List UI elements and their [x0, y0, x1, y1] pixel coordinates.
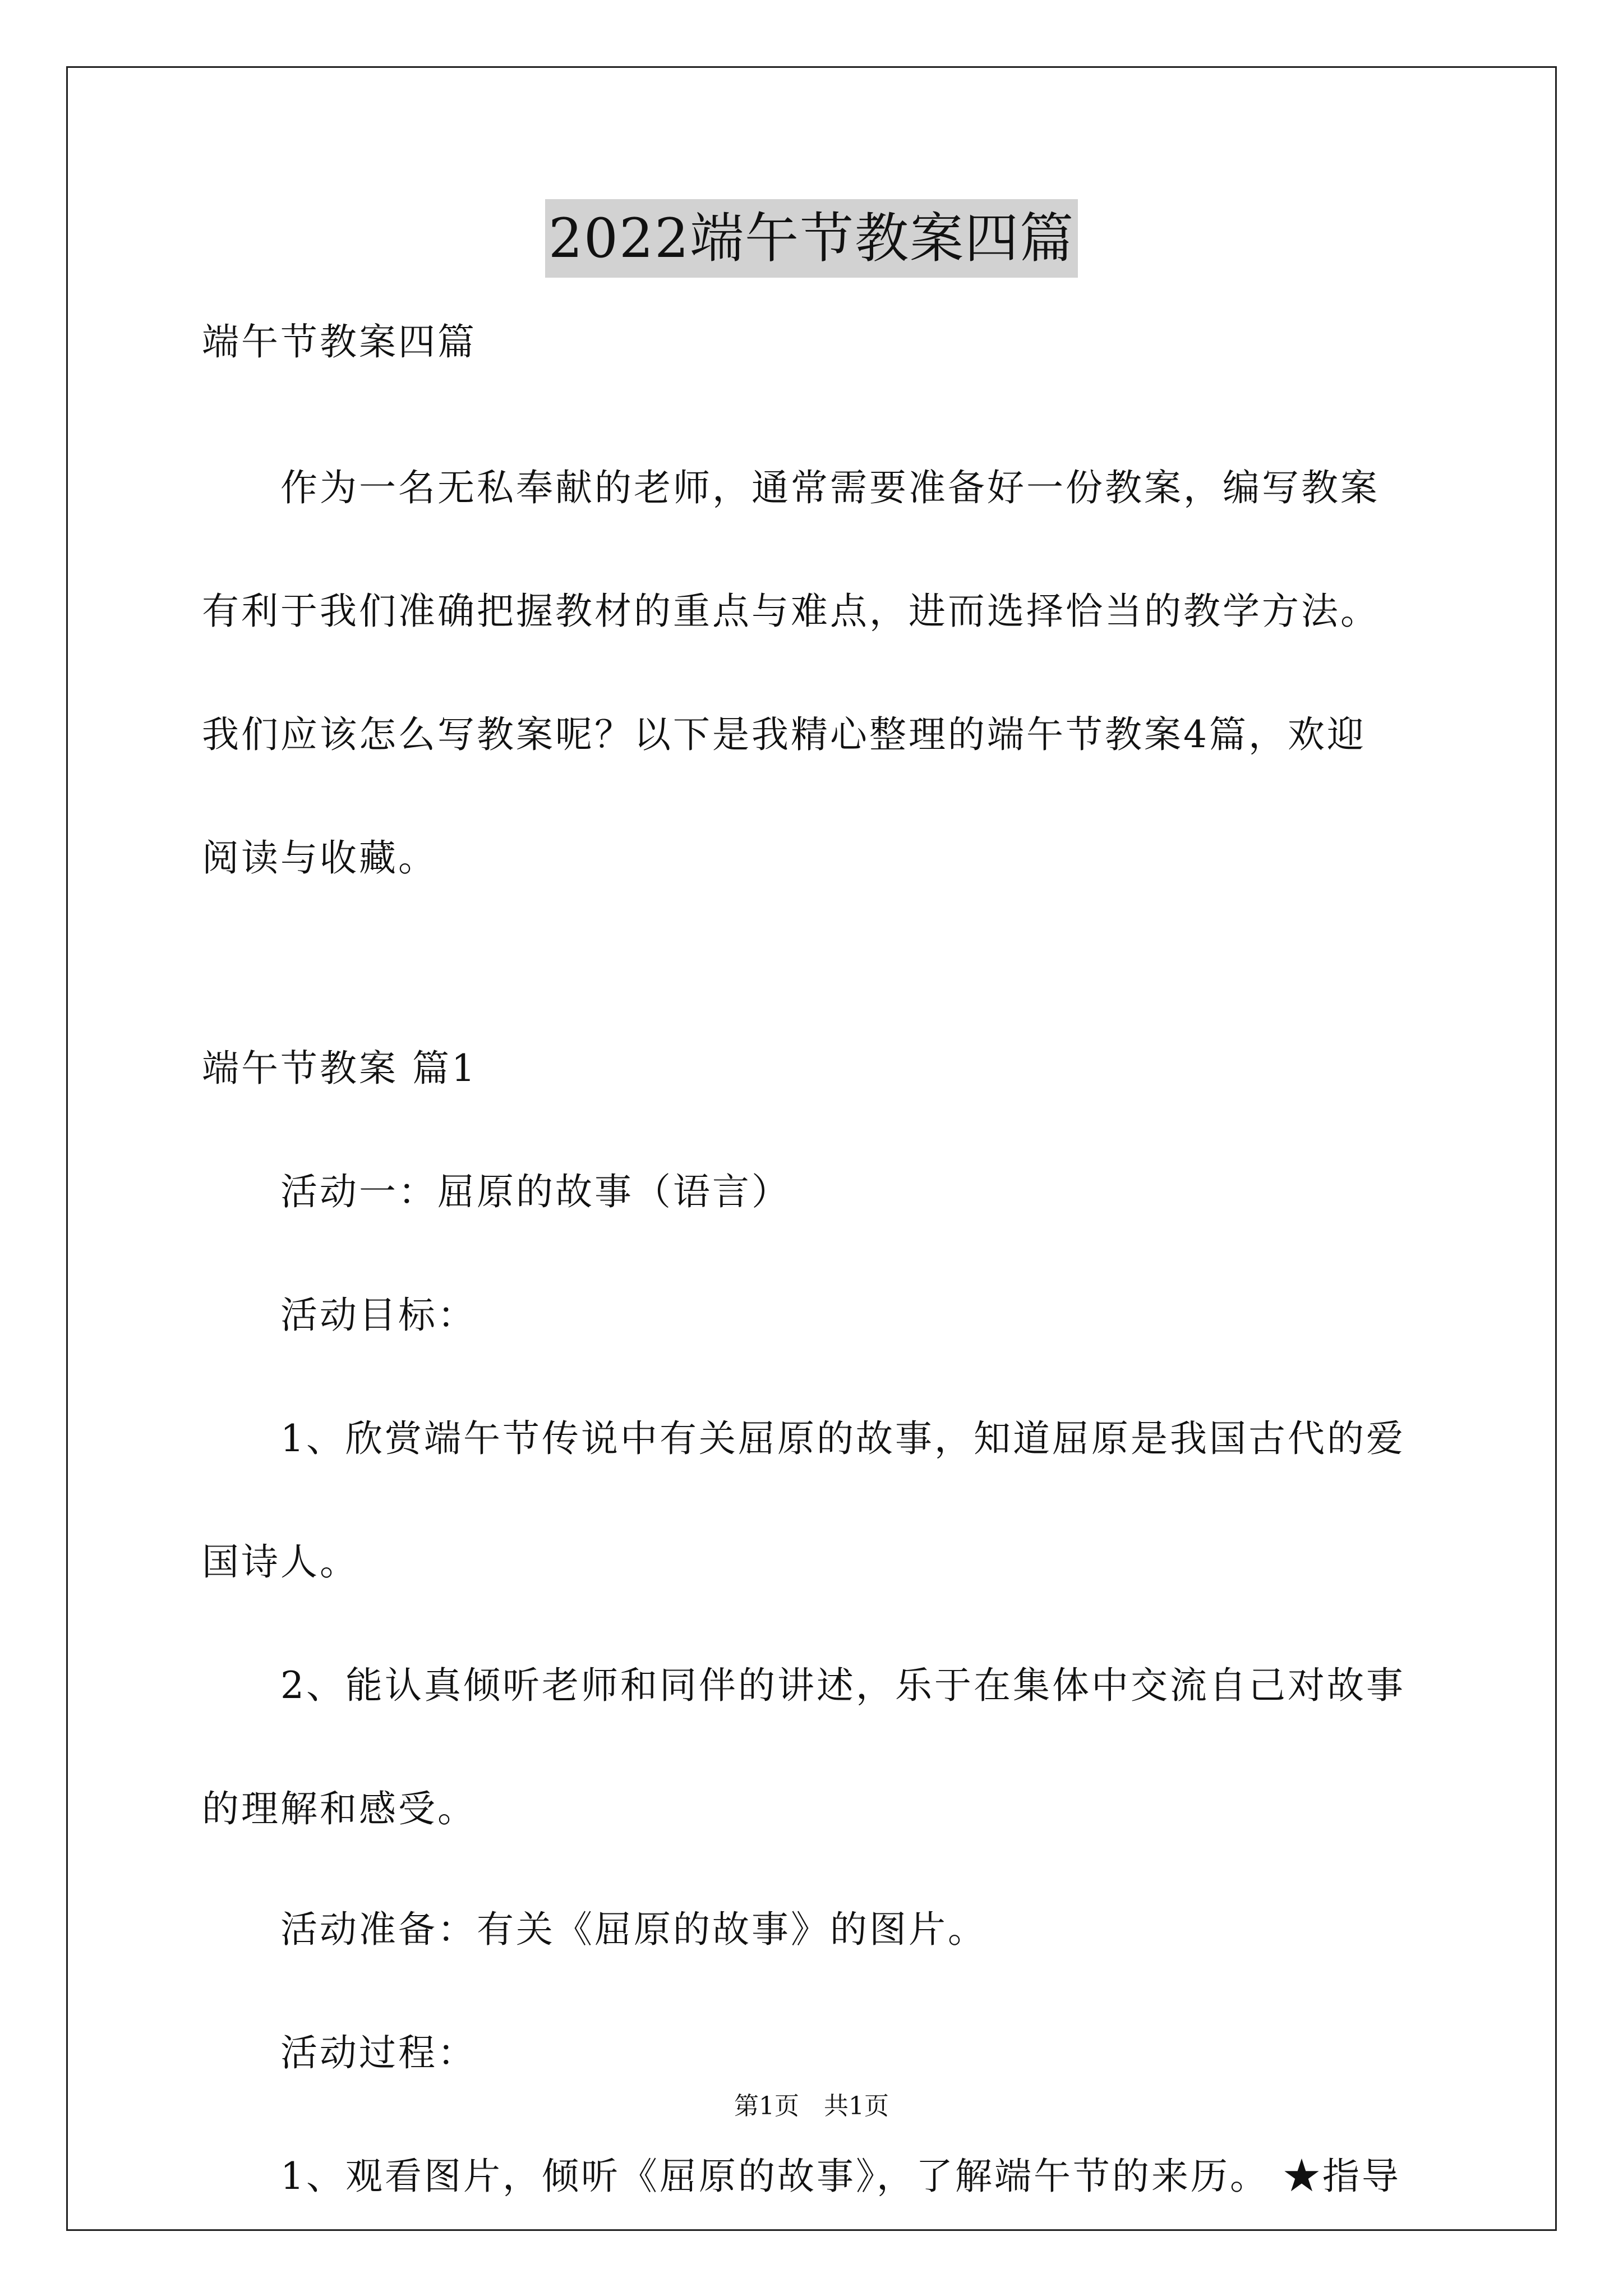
paragraph-line: 的理解和感受。: [202, 1787, 477, 1830]
page-footer: 第1页 共1页: [734, 2092, 889, 2120]
paragraph-line: 2、能认真倾听老师和同伴的讲述，乐于在集体中交流自己对故事: [280, 1664, 1405, 1707]
section-heading: 端午节教案 篇1: [202, 1047, 477, 1090]
paragraph-line: 1、观看图片，倾听《屈原的故事》，了解端午节的来历。 ★指导: [280, 2155, 1401, 2198]
paragraph-line: 活动过程：: [280, 2031, 477, 2074]
paragraph-line: 活动一：屈原的故事（语言）: [280, 1170, 791, 1213]
paragraph-line: 阅读与收藏。: [202, 836, 437, 880]
paragraph-line: 国诗人。: [202, 1540, 359, 1584]
paragraph-line: 活动目标：: [280, 1294, 477, 1337]
paragraph-line: 作为一名无私奉献的老师，通常需要准备好一份教案，编写教案: [280, 466, 1380, 509]
paragraph-line: 有利于我们准确把握教材的重点与难点，进而选择恰当的教学方法。: [202, 590, 1380, 633]
paragraph-line: 1、欣赏端午节传说中有关屈原的故事，知道屈原是我国古代的爱: [280, 1417, 1405, 1460]
paragraph-line: 我们应该怎么写教案呢？以下是我精心整理的端午节教案4篇，欢迎: [202, 713, 1366, 756]
paragraph-line: 活动准备：有关《屈原的故事》的图片。: [280, 1908, 987, 1951]
subtitle-line: 端午节教案四篇: [202, 320, 477, 364]
title-container: [0, 199, 1623, 278]
document-title: 2022端午节教案四篇: [545, 199, 1078, 278]
